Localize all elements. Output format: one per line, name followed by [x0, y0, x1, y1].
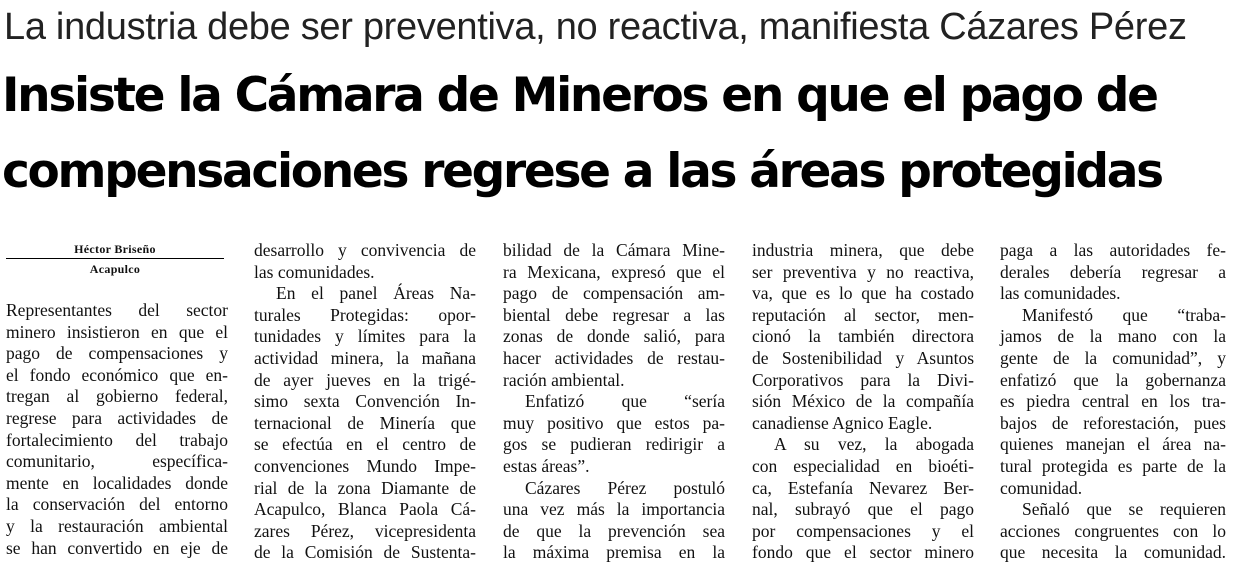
text-line: quienes manejan el área na- — [1000, 434, 1226, 455]
text-line: turales Protegidas: opor- — [254, 304, 476, 325]
text-line: actividad minera, la mañana — [254, 347, 476, 368]
text-line: tregan al gobierno federal, — [6, 386, 228, 407]
text-line: derales debería regresar a — [1000, 261, 1226, 282]
text-line: bilidad de la Cámara Mine- — [503, 240, 725, 260]
text-line: ser preventiva y no reactiva, — [752, 261, 974, 282]
text-line: simo sexta Convención In- — [254, 391, 476, 412]
text-line: se han convertido en eje de — [6, 537, 228, 558]
text-line: fortalecimiento del trabajo — [6, 429, 228, 450]
text-line: zares Pérez, vicepresidenta — [254, 520, 476, 541]
text-line: reputación al sector, men- — [752, 304, 974, 325]
text-line: regrese para actividades de — [6, 407, 228, 428]
text-line: minero insistieron en que el — [6, 321, 228, 342]
text-line: zonas de donde salió, para — [503, 326, 725, 347]
text-line: por compensaciones y el — [752, 520, 974, 541]
byline — [6, 240, 224, 277]
text-line: de Sostenibilidad y Asuntos — [752, 347, 974, 368]
text-line: las comunidades. — [254, 261, 375, 282]
text-line: se efectúa en el centro de — [254, 434, 476, 455]
text-line: nal, subrayó que el pago — [752, 499, 974, 520]
text-line: una vez más la importancia — [503, 499, 725, 520]
text-line: gente de la comunidad”, y — [1000, 347, 1226, 368]
text-line: Señaló que se requieren — [1022, 499, 1226, 520]
article-column-5 — [1000, 240, 1226, 564]
text-line: tural protegida es parte de la — [1000, 455, 1226, 476]
text-line: Acapulco, Blanca Paola Cá- — [254, 499, 476, 520]
text-line: sión México de la compañía — [752, 391, 974, 412]
text-line: las comunidades. — [1000, 283, 1121, 304]
text-line: ración ambiental. — [503, 369, 625, 390]
article-column-4 — [752, 240, 974, 564]
text-line: con especialidad en bioéti- — [752, 455, 974, 476]
text-line: fondo que el sector minero — [752, 542, 974, 563]
text-line: pago de compensaciones y — [6, 343, 228, 364]
article-column-3 — [503, 240, 725, 564]
text-line: Cázares Pérez postuló — [525, 477, 725, 498]
article-column-1 — [6, 300, 228, 559]
text-line: paga a las autoridades fe- — [1000, 240, 1226, 260]
text-line: hacer actividades de restau- — [503, 347, 725, 368]
text-line: enfatizó que la gobernanza — [1000, 369, 1226, 390]
text-line: muy positivo que estos pa- — [503, 412, 725, 433]
text-line: convenciones Mundo Impe- — [254, 455, 476, 476]
text-line: Enfatizó que “sería — [525, 391, 725, 412]
text-line: de que la prevención sea — [503, 520, 725, 541]
text-line: jamos de la mano con la — [1000, 326, 1226, 347]
article-column-2 — [254, 240, 476, 564]
text-line: biental debe regresar a las — [503, 304, 725, 325]
text-line: comunitario, específica- — [6, 451, 228, 472]
text-line: pago de compensación am- — [503, 283, 725, 304]
byline-location: Acapulco — [89, 262, 141, 276]
text-line: estas áreas”. — [503, 455, 590, 476]
text-line: En el panel Áreas Na- — [276, 283, 476, 304]
text-line: comunidad. — [1000, 477, 1083, 498]
text-line: Corporativos para la Divi- — [752, 369, 974, 390]
text-line: Manifestó que “traba- — [1022, 304, 1226, 325]
text-line: de la Comisión de Sustenta- — [254, 542, 476, 563]
text-line: ternacional de Minería que — [254, 412, 476, 433]
article-headline — [2, 58, 1232, 210]
text-line: desarrollo y convivencia de — [254, 240, 476, 260]
text-line: que necesita la comunidad. — [1000, 542, 1226, 563]
text-line: ra Mexicana, expresó que el — [503, 261, 725, 282]
text-line: el fondo económico que en- — [6, 364, 228, 385]
headline-line: compensaciones regrese a las áreas protegidas — [2, 144, 1162, 199]
text-line: industria minera, que debe — [752, 240, 974, 260]
headline-line: Insiste la Cámara de Mineros en que el pago de — [2, 68, 1157, 123]
text-line: cionó la también directora — [752, 326, 974, 347]
text-line: y la restauración ambiental — [6, 515, 228, 536]
article-kicker: La industria debe ser preventiva, no reactiva, manifiesta Cázares Pérez — [4, 6, 1187, 48]
text-line: de ayer jueves en la trigé- — [254, 369, 476, 390]
text-line: A su vez, la abogada — [774, 434, 974, 455]
text-line: la máxima premisa en la — [503, 542, 725, 563]
byline-author: Héctor Briseño — [6, 240, 224, 259]
text-line: va, que es lo que ha costado — [752, 283, 974, 304]
text-line: acciones congruentes con lo — [1000, 520, 1226, 541]
text-line: mente en localidades donde — [6, 472, 228, 493]
text-line: gos se pudieran redirigir a — [503, 434, 725, 455]
text-line: bajos de reforestación, pues — [1000, 412, 1226, 433]
text-line: es piedra central en los tra- — [1000, 391, 1226, 412]
text-line: canadiense Agnico Eagle. — [752, 412, 933, 433]
text-line: Representantes del sector — [6, 300, 228, 320]
text-line: ca, Estefanía Nevarez Ber- — [752, 477, 974, 498]
text-line: rial de la zona Diamante de — [254, 477, 476, 498]
text-line: la conservación del entorno — [6, 494, 228, 515]
text-line: tunidades y límites para la — [254, 326, 476, 347]
